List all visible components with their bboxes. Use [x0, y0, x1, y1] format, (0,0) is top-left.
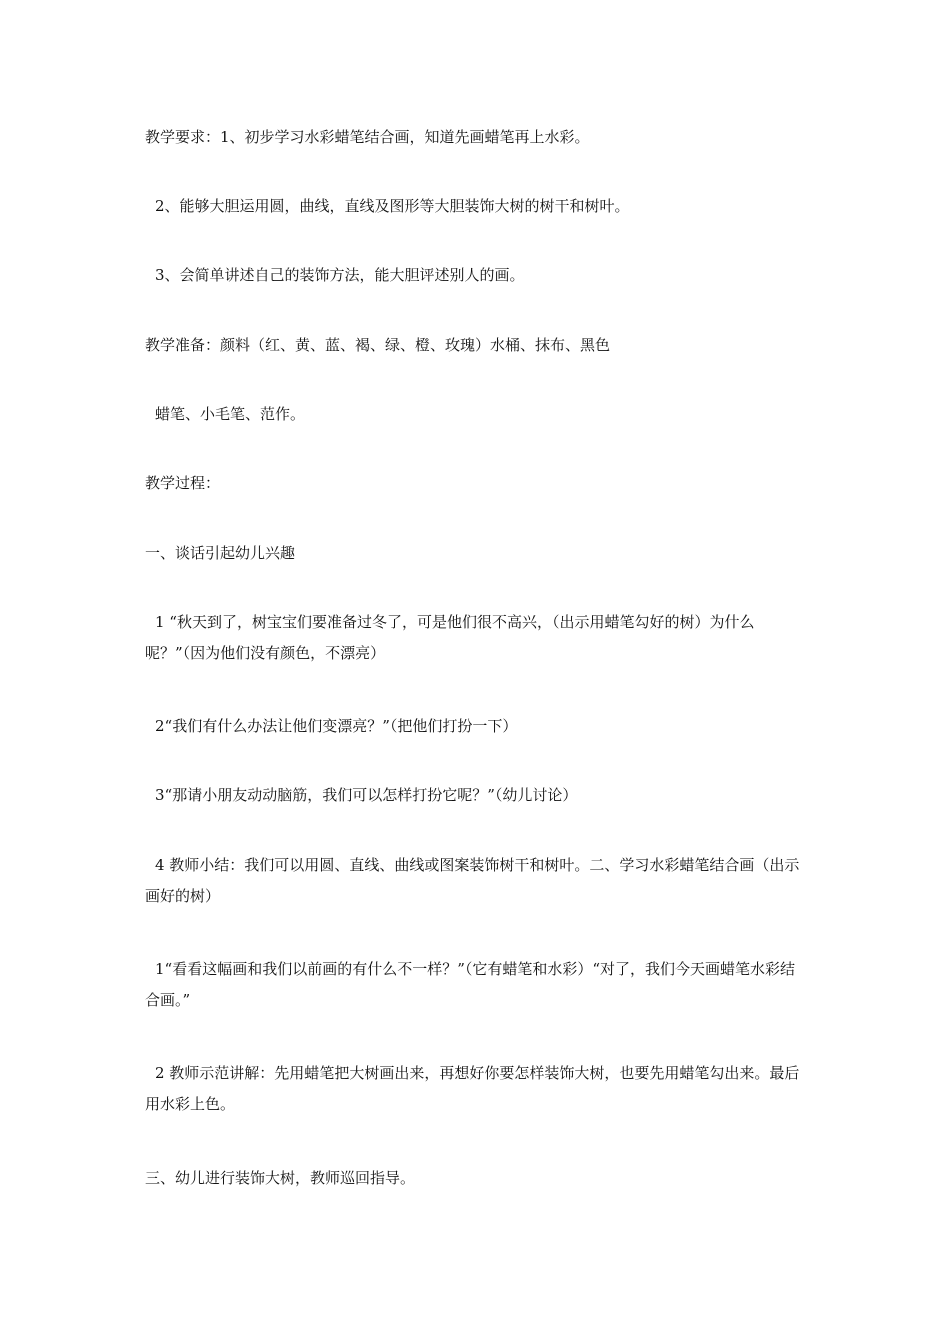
paragraph-step-2-2: 2 教师示范讲解：先用蜡笔把大树画出来，再想好你要怎样装饰大树，也要先用蜡笔勾出来。最后用水彩上色。	[145, 1064, 800, 1113]
paragraph-requirement-3: 3、会简单讲述自己的装饰方法，能大胆评述别人的画。	[155, 266, 525, 284]
paragraph-step-2-1: 1“看看这幅画和我们以前画的有什么不一样？”（它有蜡笔和水彩）“对了，我们今天画蜡笔水彩结合画。”	[145, 960, 796, 1009]
paragraph-teaching-preparation: 教学准备：颜料（红、黄、蓝、褐、绿、橙、玫瑰）水桶、抹布、黑色	[145, 336, 611, 354]
section-heading-3: 三、幼儿进行装饰大树，教师巡回指导。	[145, 1169, 416, 1187]
paragraph-preparation-continued: 蜡笔、小毛笔、范作。	[155, 405, 306, 423]
section-heading-1: 一、谈话引起幼儿兴趣	[145, 544, 296, 562]
paragraph-teaching-process: 教学过程：	[145, 474, 221, 492]
paragraph-requirement-2: 2、能够大胆运用圆，曲线，直线及图形等大胆装饰大树的树干和树叶。	[155, 197, 630, 215]
paragraph-teaching-requirements: 教学要求：1、初步学习水彩蜡笔结合画，知道先画蜡笔再上水彩。	[145, 128, 590, 146]
paragraph-step-1-2: 2“我们有什么办法让他们变漂亮？”（把他们打扮一下）	[155, 717, 518, 735]
paragraph-step-1-1: 1 “秋天到了，树宝宝们要准备过冬了，可是他们很不高兴，（出示用蜡笔勾好的树）为什么呢？”（因为他们没有颜色，不漂亮）	[145, 613, 755, 662]
paragraph-step-1-3: 3“那请小朋友动动脑筋，我们可以怎样打扮它呢？”（幼儿讨论）	[155, 786, 578, 804]
paragraph-step-1-4: 4 教师小结：我们可以用圆、直线、曲线或图案装饰树干和树叶。二、学习水彩蜡笔结合画（出示画好的树）	[145, 856, 800, 905]
